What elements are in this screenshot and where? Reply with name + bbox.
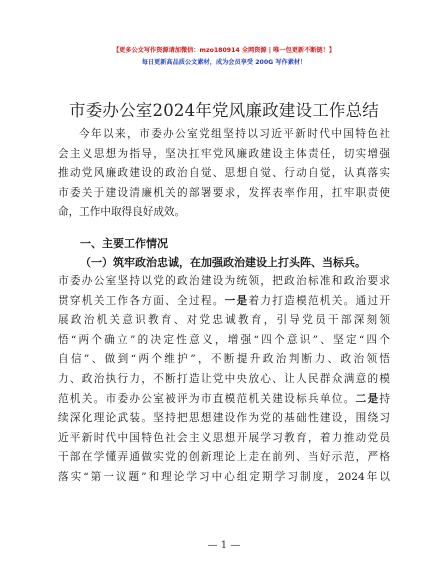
body-paragraph <box>58 272 390 488</box>
intro-line: 推动党风廉政建设的政治自觉、思想自觉、行动自觉，认真落实 <box>58 167 390 180</box>
body-line: 力、政治执行力，不断打造让党中央放心、让人民群众满意的模 <box>58 372 390 385</box>
body-line: 贯穿机关工作各方面、全过程。一是着力打造模范机关。通过开 <box>58 294 391 307</box>
emphasis-marker: 一是 <box>224 294 249 307</box>
body-line: 续深化理论武装。坚持把思想建设作为党的基础性建设，围绕习 <box>58 412 390 425</box>
document-title: 市委办公室2024年党风廉政建设工作总结 <box>69 101 379 120</box>
intro-line: 今年以来，市委办公室党组坚持以习近平新时代中国特色社 <box>79 128 390 140</box>
body-line: 干部在学懂弄通做实党的创新理论上走在前列、当好示范，严格 <box>58 451 390 464</box>
intro-line: 会主义思想为指导，坚决扛牢党风廉政建设主体责任，切实增强 <box>58 147 390 160</box>
promo-banner-line-2: 每日更新高品质公文素材，成为会员享受 200G 写作素材！ <box>141 59 307 66</box>
emphasis-marker: 二是 <box>355 392 380 405</box>
page-number: — 1 — <box>207 540 241 551</box>
section-heading: 一、主要工作情况 <box>80 237 168 250</box>
body-line: 近平新时代中国特色社会主义思想开展学习教育，着力推动党员 <box>58 431 390 444</box>
promo-banner-line-1: 【更多公文写作资源请加微信：mzo180914 全网资源 | 唯一包更新不断链！】 <box>112 47 336 54</box>
intro-line: 命，工作中取得良好成效。 <box>58 206 186 219</box>
subsection-heading: （一）筑牢政治忠诚，在加强政治建设上打头阵、当标兵。 <box>80 256 366 269</box>
body-line: 悟“两个确立”的决定性意义，增强“四个意识”、坚定“四个 <box>58 333 390 346</box>
body-line: 自信”、做到“两个维护”，不断提升政治判断力、政治领悟 <box>58 353 390 366</box>
body-line: 落实“第一议题”和理论学习中心组定期学习制度，2024年以 <box>58 470 390 483</box>
body-line: 展政治机关意识教育、对党忠诚教育，引导党员干部深刻领 <box>58 314 390 327</box>
intro-line: 市委关于建设清廉机关的部署要求，发挥表率作用，扛牢职责使 <box>58 186 390 199</box>
intro-paragraph <box>58 125 390 223</box>
body-line: 市委办公室坚持以党的政治建设为统领，把政治标准和政治要求 <box>58 275 390 287</box>
body-line: 范机关。市委办公室被评为市直模范机关建设标兵单位。二是持 <box>58 392 391 405</box>
